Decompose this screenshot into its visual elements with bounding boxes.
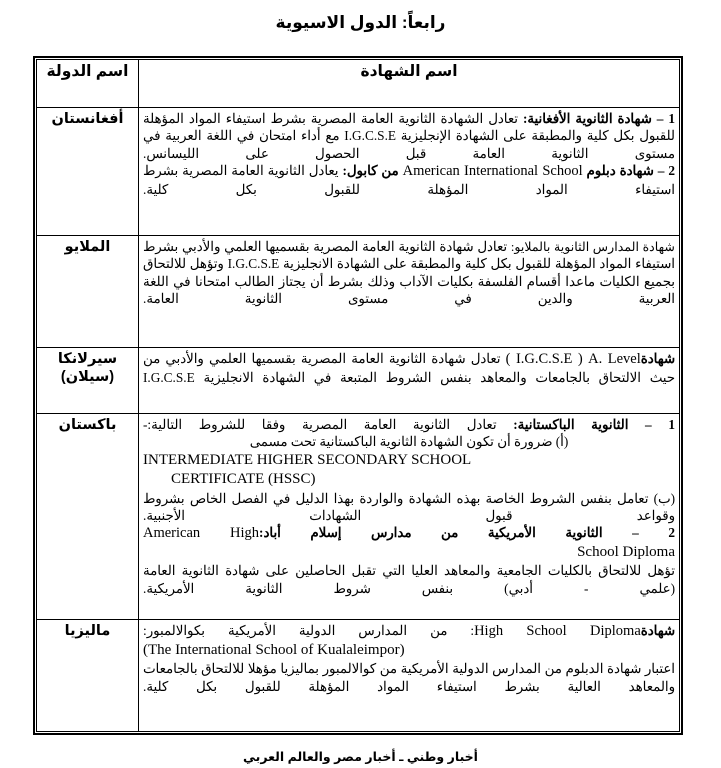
- cert-condition-a: (أ) ضرورة أن تكون الشهادة الثانوية الباكستانية تحت مسمى: [249, 434, 569, 450]
- certificate-description-malaysia: [139, 620, 680, 732]
- cert-paragraph: [143, 110, 675, 162]
- certificate-description-afghanistan: [139, 108, 680, 236]
- certificate-description-srilanka: [139, 348, 680, 414]
- table-row: [37, 108, 680, 236]
- cert-latin-name: High School Diploma: [474, 623, 641, 639]
- cert-heading-1: شهادة: [640, 351, 675, 366]
- country-name-line-1: سيرلانكا: [57, 351, 118, 367]
- cert-body-2: تؤهل للالتحاق بالكليات الجامعية والمعاهد العليا التي تقبل الحاصلين على شهادة الثانوية العامة (علمي - أدبي) بنفس شروط الثانوية الأمريكية.: [143, 563, 675, 596]
- cert-body-2: اعتبار شهادة الدبلوم من المدارس الدولية الأمريكية من كوالالمبور بماليزيا مؤهلا للالتحاق بالجامعات والمعاهد العالية بشرط استيفاء المواد المؤهلة للقبول بكل كلية.: [143, 661, 675, 694]
- certificate-description-pakistan: [139, 414, 680, 620]
- cert-paragraph: [143, 433, 675, 450]
- cert-heading-1: شهادة: [640, 623, 675, 638]
- table-body: [37, 108, 680, 732]
- country-name-malaysia: ماليزيا: [37, 620, 139, 732]
- cert-paragraph: [143, 350, 675, 386]
- country-name-afghanistan: أفغانستان: [37, 108, 139, 236]
- country-name-line-2: (سيلان): [60, 369, 115, 386]
- cert-condition-b: (ب) تعامل بنفس الشروط الخاصة بهذه الشهادة والواردة بهذا الدليل في الفصل الخاص بشروط وقواعد قبول الشهادات الأجنبية.: [143, 490, 675, 523]
- cert-heading-2a: 2 – شهادة دبلوم: [582, 162, 675, 178]
- certificate-description-malayo: [139, 236, 680, 348]
- country-name-malayo: الملايو: [37, 236, 139, 348]
- page-title: رابعاً: الدول الاسيوية: [275, 13, 446, 32]
- cert-body-1: تعادل الثانوية العامة المصرية وفقا للشروط التالية:-: [143, 417, 514, 432]
- country-name-srilanka: [37, 348, 139, 414]
- table-row: [37, 348, 680, 414]
- cert-body-1: تعادل الشهادة الثانوية العامة المصرية بشرط استيفاء المواد المؤهلة للقبول بكل كلية والمطبقة على الشهادة الإنجليزية I.G.C.S.E مع أداء امتحان في اللغة العربية في مستوى الثانوية العامة قبل الحصول على الليسانس.: [143, 111, 675, 161]
- cert-body-1: : من المدارس الدولية الأمريكية بكوالالمبور:: [143, 623, 475, 638]
- cert-latin-name-a: American High: [143, 525, 260, 542]
- table-header-row: [37, 60, 680, 108]
- cert-heading-2b: من كابول:: [342, 162, 403, 178]
- cert-heading-2: 2 – الثانوية الأمريكية من مدارس إسلام أباد:: [259, 525, 675, 541]
- cert-latin-name: ( I.G.C.S.E ) A. Level: [505, 351, 641, 367]
- cert-latin-name-b: School Diploma: [577, 543, 675, 560]
- cert-heading-1: شهادة المدارس الثانوية بالملايو:: [510, 240, 675, 254]
- table-row: [37, 620, 680, 732]
- cert-body-1: تعادل شهادة الثانوية العامة المصرية بقسميها العلمي والأدبي بشرط استيفاء المواد المؤهلة للقبول بكل كلية والمطبقة على الشهادة الانجليزية I.G.C.S.E وتؤهل للالتحاق بجميع الكليات ماعدا أقسام الفلسفة بكليات الآداب وذلك بشرط أن يجتاز الطالب امتحانا في اللغة العربية والدين في مستوى الثانوية العامة.: [143, 239, 675, 306]
- cert-paragraph: [143, 238, 675, 307]
- column-header-certificate-name: اسم الشهادة: [139, 60, 680, 108]
- table-row: [37, 236, 680, 348]
- table-row: [37, 414, 680, 620]
- footer-watermark: أخبار وطني ـ أخبار مصر والعالم العربي: [243, 750, 478, 764]
- cert-latin-name: American International School: [402, 162, 583, 179]
- cert-paragraph: [143, 416, 675, 433]
- cert-paragraph: [143, 162, 675, 198]
- cert-latin-title-line-2: CERTIFICATE (HSSC): [171, 471, 316, 488]
- table-header: [37, 60, 680, 108]
- cert-body-2: يعادل الثانوية العامة المصرية بشرط استيفاء المواد المؤهلة للقبول بكل كلية.: [143, 162, 675, 197]
- cert-latin-school-name: (The International School of Kualaleimpor): [143, 641, 405, 658]
- cert-paragraph: [143, 622, 675, 641]
- certificates-table: [36, 59, 680, 732]
- cert-heading-1: 1 – شهادة الثانوية الأفغانية:: [522, 111, 676, 126]
- cert-latin-title-line-1: INTERMEDIATE HIGHER SECONDARY SCHOOL: [143, 451, 472, 468]
- certificates-table-container: [33, 56, 683, 735]
- country-name-pakistan: باكستان: [37, 414, 139, 620]
- cert-paragraph: [143, 524, 675, 543]
- column-header-country-name: اسم الدولة: [37, 60, 139, 108]
- cert-body-1: تعادل شهادة الثانوية العامة المصرية بقسميها العلمي والأدبي من حيث الالتحاق بالجامعات والمعاهد بنفس الشروط المتبعة في الشهادة الانجليزية I.G.C.S.E: [143, 351, 675, 385]
- cert-heading-1: 1 – الثانوية الباكستانية:: [513, 417, 675, 432]
